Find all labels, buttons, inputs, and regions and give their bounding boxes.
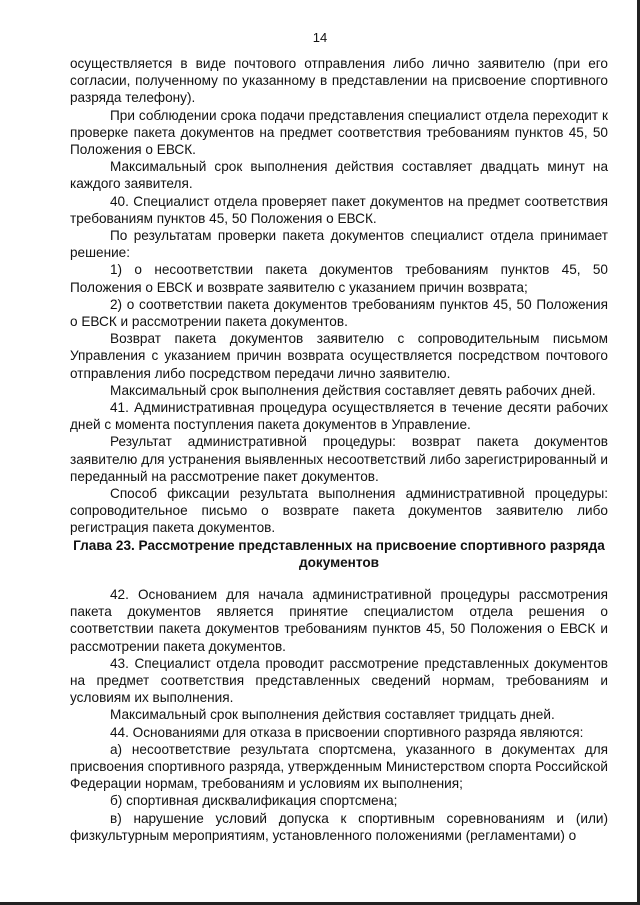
paragraph: Максимальный срок выполнения действия составляет двадцать минут на каждого заявителя. bbox=[70, 159, 608, 192]
paragraph: осуществляется в виде почтового отправления либо лично заявителю (при его согласии, полученному по указанному в представлении на присвоение спортивного разряда телефону). bbox=[70, 56, 608, 106]
paragraph: 44. Основаниями для отказа в присвоении спортивного разряда являются: bbox=[110, 724, 584, 740]
list-item: б) спортивная дисквалификация спортсмена; bbox=[110, 793, 398, 809]
paragraph: 40. Специалист отдела проверяет пакет документов на предмет соответствия требованиям пунктов 45, 50 Положения о ЕВСК. bbox=[70, 193, 608, 226]
paragraph: При соблюдении срока подачи представления специалист отдела переходит к проверке пакета документов на предмет соответствия требованиям пунктов 45, 50 Положения о ЕВСК. bbox=[70, 107, 608, 158]
paragraph: 42. Основанием для начала административной процедуры рассмотрения пакета документов является принятие специалистом отдела решения о соответствии пакета документов требованиям пунктов 45, 50 Положения о ЕВСК и рассмотрении пакета документов. bbox=[70, 587, 608, 654]
paragraph: Максимальный срок выполнения действия составляет тридцать дней. bbox=[110, 707, 555, 723]
paragraph: Максимальный срок выполнения действия составляет девять рабочих дней. bbox=[110, 382, 596, 398]
body-text-top bbox=[70, 55, 608, 537]
page-number: 14 bbox=[312, 30, 328, 45]
paragraph: 43. Специалист отдела проводит рассмотрение представленных документов на предмет соответствия представленных сведений нормам, требованиям и условиям их выполнения. bbox=[70, 655, 608, 706]
paragraph: Результат административной процедуры: возврат пакета документов заявителю для устранения выявленных несоответствий либо зарегистрированный и переданный на рассмотрение пакет документов. bbox=[70, 434, 608, 484]
paragraph: 41. Административная процедура осуществляется в течение десяти рабочих дней с момента поступления пакета документов в Управление. bbox=[70, 400, 608, 433]
body-text-bottom bbox=[70, 586, 608, 844]
list-item: 2) о соответствии пакета документов требованиям пунктов 45, 50 Положения о ЕВСК и рассмотрении пакета документов. bbox=[70, 296, 608, 330]
paragraph: Возврат пакета документов заявителю с сопроводительным письмом Управления с указанием причин возврата осуществляется посредством почтового отправления либо посредством передачи лично заявителю. bbox=[70, 331, 608, 381]
list-item: 1) о несоответствии пакета документов требованиям пунктов 45, 50 Положения о ЕВСК и возврате заявителю с указанием причин возврата; bbox=[70, 262, 608, 295]
chapter-title: Глава 23. Рассмотрение представленных на присвоение спортивного разряда документов bbox=[73, 538, 605, 571]
paragraph: Способ фиксации результата выполнения административной процедуры: сопроводительное письмо о возврате пакета документов заявителю либо регистрация пакета документов. bbox=[70, 486, 608, 536]
list-item: а) несоответствие результата спортсмена, указанного в документах для присвоения спортивного разряда, утвержденным Министерством спорта Российской Федерации нормам, требованиям и условиям их выполнения; bbox=[70, 741, 608, 792]
paragraph: По результатам проверки пакета документов специалист отдела принимает решение: bbox=[70, 228, 608, 261]
list-item: в) нарушение условий допуска к спортивным соревнованиям и (или) физкультурным мероприятиям, установленного положениями (регламентами) о bbox=[70, 810, 608, 843]
